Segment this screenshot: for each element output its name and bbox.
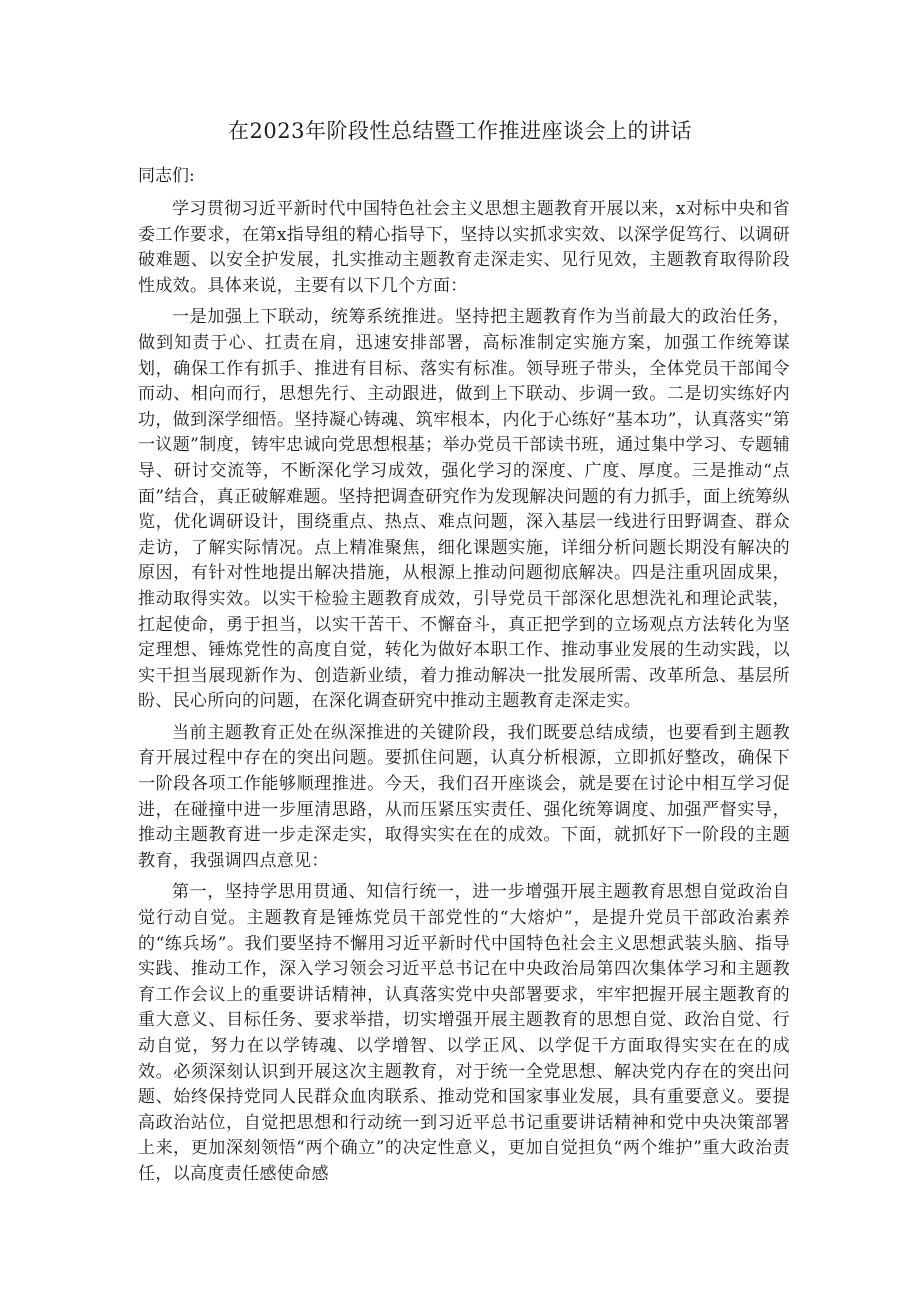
paragraph-point-one: 第一，坚持学思用贯通、知信行统一，进一步增强开展主题教育思想自觉政治自觉行动自觉。主题教育是锤炼党员干部党性的“大熔炉”，是提升党员干部政治素养的“练兵场”。我们要坚持不懈用习近平新时代中国特色社会主义思想武装头脑、指导实践、推动工作，深入学习领会习近平总书记在中央政治局第四次集体学习和主题教育工作会议上的重要讲话精神，认真落实党中央部署要求，牢牢把握开展主题教育的重大意义、目标任务、要求举措，切实增强开展主题教育的思想自觉、政治自觉、行动自觉，努力在以学铸魂、以学增智、以学正风、以学促干方面取得实实在在的成效。必须深刻认识到开展这次主题教育，对于统一全党思想、解决党内存在的突出问题、始终保持党同人民群众血肉联系、推动党和国家事业发展，具有重要意义。要提高政治站位，自觉把思想和行动统一到习近平总书记重要讲话精神和党中央决策部署上来，更加深刻领悟“两个确立”的决定性意义，更加自觉担负“两个维护”重大政治责任，以高度责任感使命感 xyxy=(138,882,790,1184)
paragraph-achievements: 一是加强上下联动，统筹系统推进。坚持把主题教育作为当前最大的政治任务，做到知责于心、扛责在肩，迅速安排部署，高标准制定实施方案，加强工作统筹谋划，确保工作有抓手、推进有目标、落实有标准。领导班子带头，全体党员干部闻令而动、相向而行，思想先行、主动跟进，做到上下联动、步调一致。二是切实练好内功，做到深学细悟。坚持凝心铸魂、筑牢根本，内化于心练好“基本功”，认真落实“第一议题”制度，铸牢忠诚向党思想根基；举办党员干部读书班，通过集中学习、专题辅导、研讨交流等，不断深化学习成效，强化学习的深度、广度、厚度。三是推动“点面”结合，真正破解难题。坚持把调查研究作为发现解决问题的有力抓手，面上统筹纵览，优化调研设计，围绕重点、热点、难点问题，深入基层一线进行田野调查、群众走访，了解实际情况。点上精准聚焦，细化课题实施，详细分析问题长期没有解决的原因，有针对性地提出解决措施，从根源上推动问题彻底解决。四是注重巩固成果，推动取得实效。以实干检验主题教育成效，引导党员干部深化思想洗礼和理论武装，扛起使命，勇于担当，以实干苦干、不懈奋斗，真正把学到的立场观点方法转化为坚定理想、锤炼党性的高度自觉，转化为做好本职工作、推动事业发展的生动实践，以实干担当展现新作为、创造新业绩，着力推动解决一批发展所需、改革所急、基层所盼、民心所向的问题，在深化调查研究中推动主题教育走深走实。 xyxy=(138,307,790,712)
paragraph-current-stage: 当前主题教育正处在纵深推进的关键阶段，我们既要总结成绩，也要看到主题教育开展过程中存在的突出问题。要抓住问题，认真分析根源，立即抓好整改，确保下一阶段各项工作能够顺理推进。今天，我们召开座谈会，就是要在讨论中相互学习促进，在碰撞中进一步厘清思路，从而压紧压实责任、强化统筹调度、加强严督实导，推动主题教育进一步走深走实，取得实实在在的成效。下面，就抓好下一阶段的主题教育，我强调四点意见： xyxy=(138,722,790,871)
document-title: 在2023年阶段性总结暨工作推进座谈会上的讲话 xyxy=(228,119,692,143)
document-body xyxy=(138,161,790,1194)
paragraph-intro: 学习贯彻习近平新时代中国特色社会主义思想主题教育开展以来，x对标中央和省委工作要求，在第x指导组的精心指导下，坚持以实抓求实效、以深学促笃行、以调研破难题、以安全护发展，扎实推动主题教育走深走实、见行见效，主题教育取得阶段性成效。具体来说，主要有以下几个方面： xyxy=(138,199,790,296)
salutation: 同志们: xyxy=(138,166,195,186)
